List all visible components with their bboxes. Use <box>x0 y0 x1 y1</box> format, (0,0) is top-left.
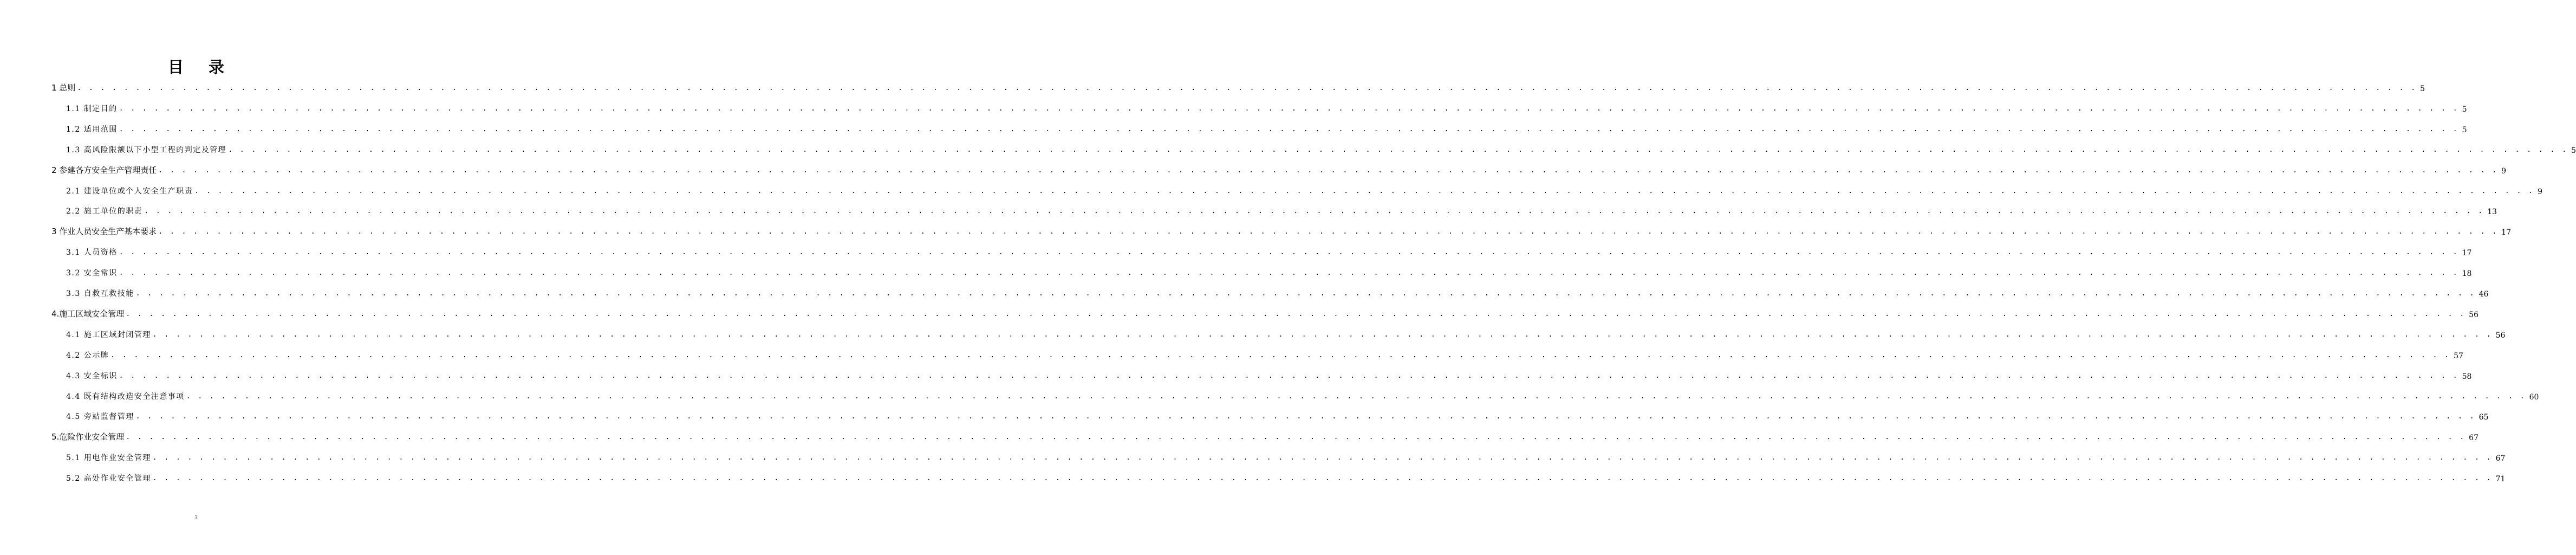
toc-chapter-entry[interactable] <box>51 163 2507 176</box>
footer-page-number: 3 <box>194 515 198 521</box>
toc-entry-label: 2 参建各方安全生产管理责任 <box>51 165 157 175</box>
toc-section-entry[interactable] <box>66 470 2506 484</box>
toc-entry-page-number: 60 <box>2529 392 2539 402</box>
dot-leader: . . . . . . . . . . . . . . . . . . . . . . . . . . . . . . . . . . . . . . . . . . . . . . . . . . . . . . . . . . . . . . . . . . . . . . . . . . . . . . . . . . . . . . . . . . . . . . . . . . . . . . . . . . . . . . . . . . . . . . . . . . . . . . . . . . . . . . . . . . . . . . . . . . . . . . . . . . . . . . . . . . . . . . . . . . . . . . . . . . . . . . . . . . . . . . . . . . . . . . . . <box>152 474 2493 483</box>
toc-entry-label: 1 总则 <box>51 83 76 93</box>
toc-section-entry[interactable] <box>66 409 2489 422</box>
toc-entry-page-number: 17 <box>2462 249 2472 258</box>
toc-entry-label: 1.2 适用范围 <box>66 125 118 134</box>
dot-leader: . . . . . . . . . . . . . . . . . . . . . . . . . . . . . . . . . . . . . . . . . . . . . . . . . . . . . . . . . . . . . . . . . . . . . . . . . . . . . . . . . . . . . . . . . . . . . . . . . . . . . . . . . . . . . . . . . . . . . . . . . . . . . . . . . . . . . . . . . . . . . . . . . . . . . . . . . . . . . . . . . . . . . . . . . . . . . . . . . . . . . . . . . . . . . . . . . . . . . . . . <box>135 412 2476 421</box>
toc-chapter-entry[interactable] <box>51 80 2425 93</box>
dot-leader: . . . . . . . . . . . . . . . . . . . . . . . . . . . . . . . . . . . . . . . . . . . . . . . . . . . . . . . . . . . . . . . . . . . . . . . . . . . . . . . . . . . . . . . . . . . . . . . . . . . . . . . . . . . . . . . . . . . . . . . . . . . . . . . . . . . . . . . . . . . . . . . . . . . . . . . . . . . . . . . . . . . . . . . . . . . . . . . . . . . . . . . . . . . . . . . . . . . . . . . . <box>158 228 2499 236</box>
toc-section-entry[interactable] <box>66 203 2497 217</box>
toc-entry-page-number: 18 <box>2462 269 2472 279</box>
dot-leader: . . . . . . . . . . . . . . . . . . . . . . . . . . . . . . . . . . . . . . . . . . . . . . . . . . . . . . . . . . . . . . . . . . . . . . . . . . . . . . . . . . . . . . . . . . . . . . . . . . . . . . . . . . . . . . . . . . . . . . . . . . . . . . . . . . . . . . . . . . . . . . . . . . . . . . . . . . . . . . . . . . . . . . . . . . . . . . . . . . . . . . . . . . . . . . . . . . . . . . . . <box>135 289 2476 298</box>
dot-leader: . . . . . . . . . . . . . . . . . . . . . . . . . . . . . . . . . . . . . . . . . . . . . . . . . . . . . . . . . . . . . . . . . . . . . . . . . . . . . . . . . . . . . . . . . . . . . . . . . . . . . . . . . . . . . . . . . . . . . . . . . . . . . . . . . . . . . . . . . . . . . . . . . . . . . . . . . . . . . . . . . . . . . . . . . . . . . . . . . . . . . . . . . . . . . . . . . . . . . . . . <box>119 269 2459 278</box>
toc-entry-label: 2.1 建设单位或个人安全生产职责 <box>66 186 193 196</box>
toc-entry-page-number: 58 <box>2462 372 2472 381</box>
toc-entry-page-number: 5 <box>2462 125 2467 134</box>
dot-leader: . . . . . . . . . . . . . . . . . . . . . . . . . . . . . . . . . . . . . . . . . . . . . . . . . . . . . . . . . . . . . . . . . . . . . . . . . . . . . . . . . . . . . . . . . . . . . . . . . . . . . . . . . . . . . . . . . . . . . . . . . . . . . . . . . . . . . . . . . . . . . . . . . . . . . . . . . . . . . . . . . . . . . . . . . . . . . . . . . . . . . . . . . . . . . . . . . . . . . . . . <box>110 351 2451 359</box>
toc-entry-label: 1.1 制定目的 <box>66 104 118 113</box>
toc-entry-page-number: 56 <box>2469 310 2479 319</box>
page-title: 目 录 <box>167 58 235 76</box>
toc-entry-label: 3.1 人员资格 <box>66 248 118 257</box>
toc-entry-label: 4.3 安全标识 <box>66 371 118 380</box>
toc-entry-label: 4.2 公示牌 <box>66 351 109 360</box>
toc-section-entry[interactable] <box>66 121 2467 134</box>
toc-entry-label: 3.2 安全常识 <box>66 269 118 278</box>
toc-entry-label: 2.2 施工单位的职责 <box>66 207 143 216</box>
dot-leader: . . . . . . . . . . . . . . . . . . . . . . . . . . . . . . . . . . . . . . . . . . . . . . . . . . . . . . . . . . . . . . . . . . . . . . . . . . . . . . . . . . . . . . . . . . . . . . . . . . . . . . . . . . . . . . . . . . . . . . . . . . . . . . . . . . . . . . . . . . . . . . . . . . . . . . . . . . . . . . . . . . . . . . . . . . . . . . . . . . . . . . . . . . . . . . . . . . . . . . . . <box>119 125 2459 133</box>
dot-leader: . . . . . . . . . . . . . . . . . . . . . . . . . . . . . . . . . . . . . . . . . . . . . . . . . . . . . . . . . . . . . . . . . . . . . . . . . . . . . . . . . . . . . . . . . . . . . . . . . . . . . . . . . . . . . . . . . . . . . . . . . . . . . . . . . . . . . . . . . . . . . . . . . . . . . . . . . . . . . . . . . . . . . . . . . . . . . . . . . . . . . . . . . . . . . . . . . . . . . . . . <box>158 166 2499 175</box>
toc-entry-page-number: 9 <box>2501 166 2507 176</box>
toc-entry-page-number: 46 <box>2479 290 2489 299</box>
toc-section-entry[interactable] <box>66 244 2472 258</box>
toc-entry-label: 5.2 高处作业安全管理 <box>66 474 151 483</box>
toc-entry-page-number: 67 <box>2495 454 2506 463</box>
toc-chapter-entry[interactable] <box>51 306 2479 319</box>
toc-section-entry[interactable] <box>66 389 2539 402</box>
toc-section-entry[interactable] <box>66 183 2542 196</box>
toc-section-entry[interactable] <box>66 450 2506 463</box>
toc-entry-page-number: 17 <box>2501 228 2511 237</box>
toc-section-entry[interactable] <box>66 265 2472 279</box>
toc-chapter-entry[interactable] <box>51 429 2479 443</box>
dot-leader: . . . . . . . . . . . . . . . . . . . . . . . . . . . . . . . . . . . . . . . . . . . . . . . . . . . . . . . . . . . . . . . . . . . . . . . . . . . . . . . . . . . . . . . . . . . . . . . . . . . . . . . . . . . . . . . . . . . . . . . . . . . . . . . . . . . . . . . . . . . . . . . . . . . . . . . . . . . . . . . . . . . . . . . . . . . . . . . . . . . . . . . . . . . . . . . . . . . . . . . . <box>194 186 2535 195</box>
dot-leader: . . . . . . . . . . . . . . . . . . . . . . . . . . . . . . . . . . . . . . . . . . . . . . . . . . . . . . . . . . . . . . . . . . . . . . . . . . . . . . . . . . . . . . . . . . . . . . . . . . . . . . . . . . . . . . . . . . . . . . . . . . . . . . . . . . . . . . . . . . . . . . . . . . . . . . . . . . . . . . . . . . . . . . . . . . . . . . . . . . . . . . . . . . . . . . . . . . . . . . . . <box>228 145 2568 154</box>
dot-leader: . . . . . . . . . . . . . . . . . . . . . . . . . . . . . . . . . . . . . . . . . . . . . . . . . . . . . . . . . . . . . . . . . . . . . . . . . . . . . . . . . . . . . . . . . . . . . . . . . . . . . . . . . . . . . . . . . . . . . . . . . . . . . . . . . . . . . . . . . . . . . . . . . . . . . . . . . . . . . . . . . . . . . . . . . . . . . . . . . . . . . . . . . . . . . . . . . . . . . . . . <box>144 207 2484 216</box>
toc-entry-label: 4.1 施工区域封闭管理 <box>66 330 151 339</box>
toc-entry-page-number: 65 <box>2479 413 2489 422</box>
toc-section-entry[interactable] <box>66 347 2463 360</box>
dot-leader: . . . . . . . . . . . . . . . . . . . . . . . . . . . . . . . . . . . . . . . . . . . . . . . . . . . . . . . . . . . . . . . . . . . . . . . . . . . . . . . . . . . . . . . . . . . . . . . . . . . . . . . . . . . . . . . . . . . . . . . . . . . . . . . . . . . . . . . . . . . . . . . . . . . . . . . . . . . . . . . . . . . . . . . . . . . . . . . . . . . . . . . . . . . . . . . . . . . . . . . . <box>77 84 2417 92</box>
toc-entry-page-number: 13 <box>2487 208 2497 217</box>
dot-leader: . . . . . . . . . . . . . . . . . . . . . . . . . . . . . . . . . . . . . . . . . . . . . . . . . . . . . . . . . . . . . . . . . . . . . . . . . . . . . . . . . . . . . . . . . . . . . . . . . . . . . . . . . . . . . . . . . . . . . . . . . . . . . . . . . . . . . . . . . . . . . . . . . . . . . . . . . . . . . . . . . . . . . . . . . . . . . . . . . . . . . . . . . . . . . . . . . . . . . . . . <box>126 309 2466 318</box>
dot-leader: . . . . . . . . . . . . . . . . . . . . . . . . . . . . . . . . . . . . . . . . . . . . . . . . . . . . . . . . . . . . . . . . . . . . . . . . . . . . . . . . . . . . . . . . . . . . . . . . . . . . . . . . . . . . . . . . . . . . . . . . . . . . . . . . . . . . . . . . . . . . . . . . . . . . . . . . . . . . . . . . . . . . . . . . . . . . . . . . . . . . . . . . . . . . . . . . . . . . . . . . <box>152 454 2493 462</box>
dot-leader: . . . . . . . . . . . . . . . . . . . . . . . . . . . . . . . . . . . . . . . . . . . . . . . . . . . . . . . . . . . . . . . . . . . . . . . . . . . . . . . . . . . . . . . . . . . . . . . . . . . . . . . . . . . . . . . . . . . . . . . . . . . . . . . . . . . . . . . . . . . . . . . . . . . . . . . . . . . . . . . . . . . . . . . . . . . . . . . . . . . . . . . . . . . . . . . . . . . . . . . . <box>119 104 2459 113</box>
toc-section-entry[interactable] <box>66 142 2576 155</box>
toc-section-entry[interactable] <box>66 286 2489 299</box>
toc-entry-label: 4.5 旁站监督管理 <box>66 412 134 422</box>
toc-entry-page-number: 56 <box>2495 331 2506 340</box>
dot-leader: . . . . . . . . . . . . . . . . . . . . . . . . . . . . . . . . . . . . . . . . . . . . . . . . . . . . . . . . . . . . . . . . . . . . . . . . . . . . . . . . . . . . . . . . . . . . . . . . . . . . . . . . . . . . . . . . . . . . . . . . . . . . . . . . . . . . . . . . . . . . . . . . . . . . . . . . . . . . . . . . . . . . . . . . . . . . . . . . . . . . . . . . . . . . . . . . . . . . . . . . <box>119 248 2459 257</box>
toc-section-entry[interactable] <box>66 368 2472 381</box>
toc-chapter-entry[interactable] <box>51 224 2511 237</box>
toc-entry-label: 1.3 高风险限额以下小型工程的判定及管理 <box>66 145 227 154</box>
toc-entry-label: 5.危险作业安全管理 <box>51 432 125 442</box>
toc-entry-label: 3 作业人员安全生产基本要求 <box>51 227 157 237</box>
toc-entry-label: 4.施工区域安全管理 <box>51 308 125 319</box>
dot-leader: . . . . . . . . . . . . . . . . . . . . . . . . . . . . . . . . . . . . . . . . . . . . . . . . . . . . . . . . . . . . . . . . . . . . . . . . . . . . . . . . . . . . . . . . . . . . . . . . . . . . . . . . . . . . . . . . . . . . . . . . . . . . . . . . . . . . . . . . . . . . . . . . . . . . . . . . . . . . . . . . . . . . . . . . . . . . . . . . . . . . . . . . . . . . . . . . . . . . . . . . <box>152 330 2493 339</box>
toc-entry-page-number: 9 <box>2538 187 2542 196</box>
toc-entry-page-number: 57 <box>2454 351 2463 360</box>
dot-leader: . . . . . . . . . . . . . . . . . . . . . . . . . . . . . . . . . . . . . . . . . . . . . . . . . . . . . . . . . . . . . . . . . . . . . . . . . . . . . . . . . . . . . . . . . . . . . . . . . . . . . . . . . . . . . . . . . . . . . . . . . . . . . . . . . . . . . . . . . . . . . . . . . . . . . . . . . . . . . . . . . . . . . . . . . . . . . . . . . . . . . . . . . . . . . . . . . . . . . . . . <box>126 433 2466 442</box>
toc-section-entry[interactable] <box>66 327 2506 340</box>
dot-leader: . . . . . . . . . . . . . . . . . . . . . . . . . . . . . . . . . . . . . . . . . . . . . . . . . . . . . . . . . . . . . . . . . . . . . . . . . . . . . . . . . . . . . . . . . . . . . . . . . . . . . . . . . . . . . . . . . . . . . . . . . . . . . . . . . . . . . . . . . . . . . . . . . . . . . . . . . . . . . . . . . . . . . . . . . . . . . . . . . . . . . . . . . . . . . . . . . . . . . . . . <box>119 371 2459 380</box>
toc-entry-label: 3.3 自救互救技能 <box>66 289 134 298</box>
toc-entry-page-number: 71 <box>2495 475 2506 484</box>
toc-entry-page-number: 67 <box>2469 434 2479 443</box>
toc-entry-page-number: 5 <box>2462 105 2467 114</box>
toc-entry-page-number: 5 <box>2571 146 2576 155</box>
toc-entry-page-number: 5 <box>2420 85 2425 93</box>
toc-entry-label: 4.4 既有结构改造安全注意事项 <box>66 392 185 401</box>
dot-leader: . . . . . . . . . . . . . . . . . . . . . . . . . . . . . . . . . . . . . . . . . . . . . . . . . . . . . . . . . . . . . . . . . . . . . . . . . . . . . . . . . . . . . . . . . . . . . . . . . . . . . . . . . . . . . . . . . . . . . . . . . . . . . . . . . . . . . . . . . . . . . . . . . . . . . . . . . . . . . . . . . . . . . . . . . . . . . . . . . . . . . . . . . . . . . . . . . . . . . . . . <box>186 392 2526 401</box>
toc-section-entry[interactable] <box>66 101 2467 114</box>
toc-entry-label: 5.1 用电作业安全管理 <box>66 454 151 463</box>
